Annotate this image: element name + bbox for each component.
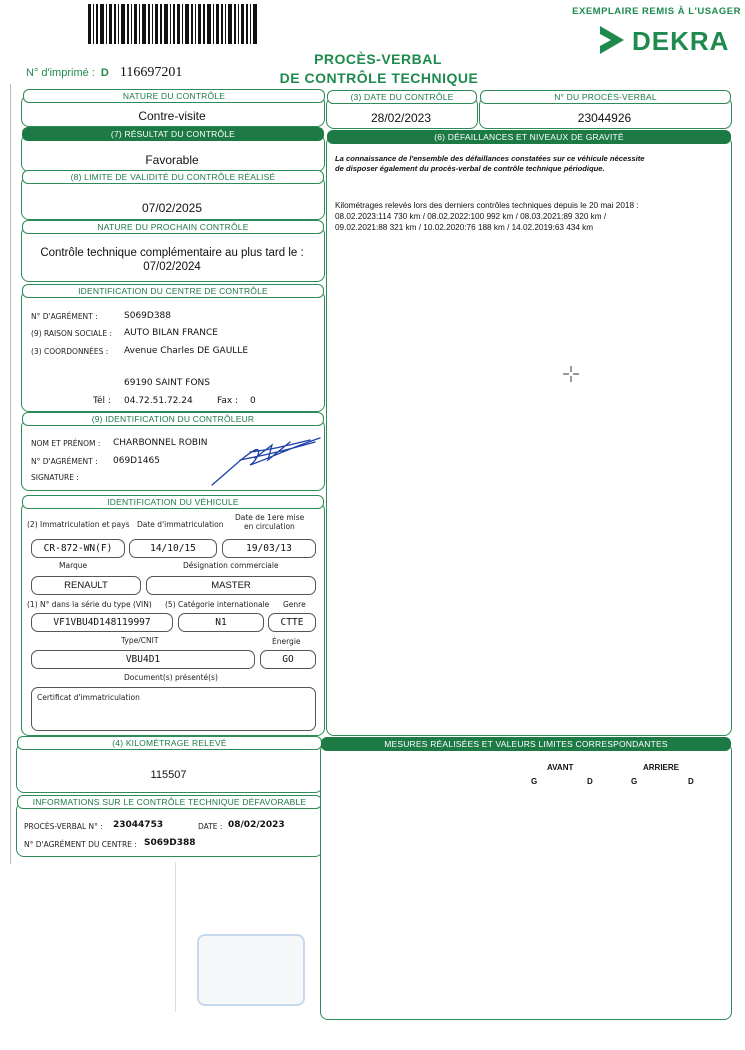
mesures-arriere: ARRIERE bbox=[643, 763, 680, 772]
validite-value: 07/02/2025 bbox=[141, 201, 203, 215]
controleur-name-label: NOM ET PRÉNOM : bbox=[31, 439, 101, 448]
resultat-value: Favorable bbox=[145, 153, 199, 167]
mesures-d1: D bbox=[587, 777, 593, 786]
date-value: 28/02/2023 bbox=[370, 111, 432, 125]
defavorable-agrement-label: N° D'AGRÉMENT DU CENTRE : bbox=[24, 840, 137, 849]
documents-label: Document(s) présenté(s) bbox=[124, 673, 218, 682]
controleur-signature-label: SIGNATURE : bbox=[31, 473, 79, 482]
defavorable-tab: INFORMATIONS SUR LE CONTRÔLE TECHNIQUE DÉFAVORABLE bbox=[17, 795, 322, 809]
controleur-signature bbox=[210, 430, 325, 488]
barcode bbox=[88, 4, 258, 44]
kilometrage-tab: (4) KILOMÉTRAGE RELEVÉ bbox=[17, 736, 322, 750]
nature-value: Contre-visite bbox=[138, 109, 206, 123]
kilometrage-value: 115507 bbox=[150, 769, 187, 781]
controleur-name-value: CHARBONNEL ROBIN bbox=[113, 438, 208, 448]
centre-raison-label: (9) RAISON SOCIALE : bbox=[31, 329, 112, 338]
pv-value: 23044926 bbox=[577, 111, 632, 125]
vehicule-tab: IDENTIFICATION DU VÉHICULE bbox=[22, 495, 324, 509]
designation-label: Désignation commerciale bbox=[183, 561, 279, 570]
copy-label: EXEMPLAIRE REMIS À L'USAGER bbox=[572, 6, 741, 17]
km-history-line1: Kilométrages relevés lors des derniers contrôles techniques depuis le 20 mai 2018 : bbox=[335, 201, 639, 210]
imprime-value: 116697201 bbox=[119, 65, 183, 80]
dekra-logo bbox=[598, 24, 728, 58]
centre-agrement-label: N° D'AGRÉMENT : bbox=[31, 312, 98, 321]
designation-value: MASTER bbox=[146, 576, 316, 595]
centre-address1: Avenue Charles DE GAULLE bbox=[124, 346, 249, 356]
vin-value: VF1VBU4D148119997 bbox=[31, 613, 173, 632]
title-line2: DE CONTRÔLE TECHNIQUE bbox=[279, 70, 479, 86]
defaillances-notice-line2: de disposer également du procès-verbal de contrôle technique périodique. bbox=[335, 164, 605, 173]
imprime-number bbox=[26, 65, 182, 81]
pv-tab: N° DU PROCÈS-VERBAL bbox=[480, 90, 731, 104]
genre-value: CTTE bbox=[268, 613, 316, 632]
dekra-arrow-icon bbox=[598, 24, 628, 56]
vin-label: (1) N° dans la série du type (VIN) bbox=[27, 600, 152, 609]
centre-fax-label: Fax : bbox=[217, 396, 239, 406]
defaillances-notice-line1: La connaissance de l'ensemble des défaillances constatées sur ce véhicule nécessite bbox=[335, 154, 645, 163]
type-value: VBU4D1 bbox=[31, 650, 255, 669]
genre-label: Genre bbox=[283, 600, 306, 609]
immat-value: CR-872-WN(F) bbox=[31, 539, 125, 558]
defavorable-date-label: DATE : bbox=[198, 822, 223, 831]
documents-value: Certificat d'immatriculation bbox=[37, 693, 140, 702]
kilometrage-panel bbox=[16, 743, 323, 793]
controleur-agrement-value: 069D1465 bbox=[113, 456, 161, 466]
validite-tab: (8) LIMITE DE VALIDITÉ DU CONTRÔLE RÉALISÉ bbox=[22, 170, 324, 184]
marque-label: Marque bbox=[59, 561, 88, 570]
nature-tab: NATURE DU CONTRÔLE bbox=[23, 89, 325, 103]
type-label: Type/CNIT bbox=[121, 636, 159, 645]
defavorable-date-value: 08/02/2023 bbox=[228, 820, 285, 830]
centre-fax-value: 0 bbox=[250, 396, 256, 406]
mesures-g1: G bbox=[531, 777, 538, 786]
date-immat-label: Date d'immatriculation bbox=[137, 520, 224, 529]
prochain-line2: 07/02/2024 bbox=[143, 261, 201, 273]
mesures-g2: G bbox=[631, 777, 638, 786]
defavorable-agrement-value: S069D388 bbox=[144, 838, 196, 848]
prochain-tab: NATURE DU PROCHAIN CONTRÔLE bbox=[22, 220, 324, 234]
imprime-prefix: D bbox=[100, 67, 109, 79]
mesures-d2: D bbox=[688, 777, 694, 786]
date-mise-label1: Date de 1ere mise bbox=[235, 513, 305, 522]
date-mise-label2: en circulation bbox=[244, 522, 295, 531]
defavorable-pv-label: PROCÈS-VERBAL N° : bbox=[24, 822, 103, 831]
resultat-tab: (7) RÉSULTAT DU CONTRÔLE bbox=[22, 127, 324, 141]
controleur-tab: (9) IDENTIFICATION DU CONTRÔLEUR bbox=[22, 412, 324, 426]
categorie-value: N1 bbox=[178, 613, 264, 632]
centre-raison-value: AUTO BILAN FRANCE bbox=[124, 328, 218, 338]
energie-value: GO bbox=[260, 650, 316, 669]
centre-address2: 69190 SAINT FONS bbox=[124, 378, 210, 388]
centre-tel-value: 04.72.51.72.24 bbox=[124, 396, 193, 406]
km-history-line2: 08.02.2023:114 730 km / 08.02.2022:100 992 km / 08.03.2021:89 320 km / bbox=[335, 212, 607, 221]
imprime-label: N° d'imprimé : bbox=[26, 67, 95, 79]
mesures-tab: MESURES RÉALISÉES ET VALEURS LIMITES CORRESPONDANTES bbox=[321, 737, 731, 751]
date-tab: (3) DATE DU CONTRÔLE bbox=[327, 90, 477, 104]
mesures-panel bbox=[320, 743, 732, 1020]
categorie-label: (5) Catégorie internationale bbox=[165, 600, 270, 609]
crosshair-mark bbox=[563, 366, 579, 382]
title-line1: PROCÈS-VERBAL bbox=[314, 51, 442, 67]
date-immat-value: 14/10/15 bbox=[129, 539, 217, 558]
page-frame bbox=[10, 84, 11, 864]
energie-label: Énergie bbox=[272, 637, 301, 646]
centre-coord-label: (3) COORDONNÉES : bbox=[31, 347, 109, 356]
defaillances-tab: (6) DÉFAILLANCES ET NIVEAUX DE GRAVITÉ bbox=[327, 130, 731, 144]
centre-agrement-value: S069D388 bbox=[124, 311, 171, 321]
watermark-stamp bbox=[197, 934, 305, 1006]
immat-label: (2) Immatriculation et pays bbox=[27, 520, 130, 529]
centre-tab: IDENTIFICATION DU CENTRE DE CONTRÔLE bbox=[22, 284, 324, 298]
controleur-agrement-label: N° D'AGRÉMENT : bbox=[31, 457, 98, 466]
mesures-avant: AVANT bbox=[547, 763, 574, 772]
km-history-line3: 09.02.2021:88 321 km / 10.02.2020:76 188 km / 14.02.2019:63 434 km bbox=[335, 223, 594, 232]
defavorable-pv-value: 23044753 bbox=[113, 820, 164, 830]
prochain-line1: Contrôle technique complémentaire au plus tard le : bbox=[40, 247, 304, 259]
marque-value: RENAULT bbox=[31, 576, 141, 595]
dekra-brand: DEKRA bbox=[632, 26, 730, 56]
centre-tel-label: Tél : bbox=[93, 396, 111, 406]
date-mise-value: 19/03/13 bbox=[222, 539, 316, 558]
